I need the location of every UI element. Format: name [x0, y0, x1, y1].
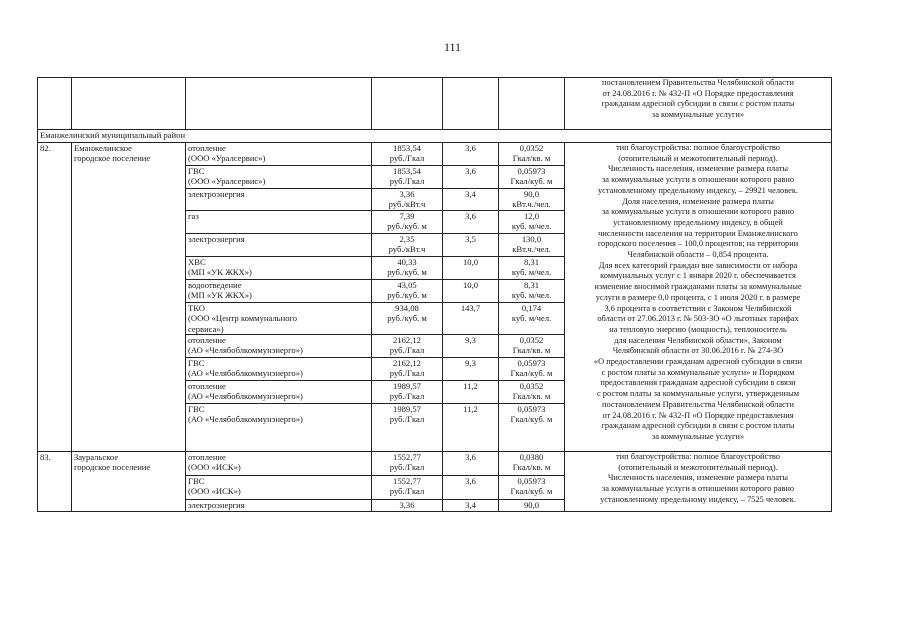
service-cell: ГВС (ООО «Уралсервис») — [186, 166, 372, 189]
index-cell: 3,6 — [443, 166, 499, 189]
page-number: 111 — [443, 40, 462, 54]
norm-cell: 0,0352 Гкал/кв. м — [499, 381, 565, 404]
service-cell: ГВС (ООО «ИСК») — [186, 476, 372, 500]
norm-cell: 0,0380 Гкал/кв. м — [499, 452, 565, 476]
norm-cell: 12,0 куб. м/чел. — [499, 210, 565, 233]
tariff-cell: 40,33 руб./куб. м — [372, 256, 443, 279]
tariff-cell: 43,05 руб./куб. м — [372, 279, 443, 302]
tariff-cell: 3,36 — [372, 500, 443, 512]
entry-number: 82. — [38, 143, 72, 452]
service-cell: водоотведение (МП «УК ЖКХ») — [186, 279, 372, 302]
norm-cell: 90,0 — [499, 500, 565, 512]
index-cell: 9,3 — [443, 358, 499, 381]
service-cell: отопление (АО «Челябоблкоммунэнерго») — [186, 335, 372, 358]
index-cell: 3,5 — [443, 233, 499, 256]
service-row — [38, 143, 832, 166]
tariff-table — [37, 77, 832, 512]
entry-number: 83. — [38, 452, 72, 512]
district-name: Еманжелинский муниципальный район — [38, 130, 832, 143]
tariff-cell: 1989,57 руб./Гкал — [372, 381, 443, 404]
tariff-cell: 2162,12 руб./Гкал — [372, 358, 443, 381]
index-cell: 3,6 — [443, 476, 499, 500]
norm-cell: 8,31 куб. м/чел. — [499, 256, 565, 279]
service-cell: электроэнергия — [186, 189, 372, 211]
index-cell: 3,4 — [443, 500, 499, 512]
service-cell: ГВС (АО «Челябоблкоммунэнерго») — [186, 404, 372, 452]
tariff-cell: 1853,54 руб./Гкал — [372, 143, 443, 166]
service-cell: ГВС (АО «Челябоблкоммунэнерго») — [186, 358, 372, 381]
service-row — [38, 452, 832, 476]
service-cell: ХВС (МП «УК ЖКХ») — [186, 256, 372, 279]
service-cell: отопление (ООО «ИСК») — [186, 452, 372, 476]
index-cell: 11,2 — [443, 381, 499, 404]
settlement-name: Еманжелинское городское поселение — [72, 143, 186, 452]
settlement-name: Зауральское городское поселение — [72, 452, 186, 512]
norm-cell: 0,0352 Гкал/кв. м — [499, 335, 565, 358]
service-cell: электроэнергия — [186, 500, 372, 512]
tariff-cell: 2,35 руб./кВт.ч — [372, 233, 443, 256]
norm-cell: 0,05973 Гкал/куб. м — [499, 476, 565, 500]
tariff-cell: 7,39 руб./куб. м — [372, 210, 443, 233]
norm-cell: 0,05973 Гкал/куб. м — [499, 358, 565, 381]
norm-cell: 8,31 куб. м/чел. — [499, 279, 565, 302]
index-cell: 10,0 — [443, 256, 499, 279]
entry-note: тип благоустройства: полное благоустройство (отопительный и межотопительный период). Численность населения, изменение размера платы за коммунальные услуги в отношении которого равно установленному предельному индексу, – 29921 человек. Доля населения, изменение размера платы за коммунальные услуги в отношении которого равно установленному предельному индексу, в общей численности населения на территории Еманжелинского городского поселения – 100,0 процентов; на территории Челябинской области – 0,854 процента. Для всех категорий граждан вне зависимости от набора коммунальных услуг с 1 января 2020 г. обеспечивается изменение вносимой гражданами платы за коммунальные услуги в размере 0,0 процента, с 1 июля 2020 г. в размере 3,6 процента в соответствии с Законом Челябинской области от 27.06.2013 г. № 503-ЗО «О льготных тарифах на тепловую энергию (мощность), теплоноситель для населения Челябинской области», Законом Челябинской области от 30.06.2016 г. № 274-ЗО «О предоставлении гражданам адресной субсидии в связи с ростом платы за коммунальные услуги» и Порядком предоставления гражданам адресной субсидии в связи с ростом платы за коммунальные услуги, утвержденным постановлением Правительства Челябинской области от 24.08.2016 г. № 432-П «О Порядке предоставления гражданам адресной субсидии в связи с ростом платы за коммунальные услуги» — [565, 143, 832, 452]
norm-cell: 90,0 кВт.ч./чел. — [499, 189, 565, 211]
index-cell: 11,2 — [443, 404, 499, 452]
service-cell: газ — [186, 210, 372, 233]
tariff-cell: 1552,77 руб./Гкал — [372, 476, 443, 500]
top-continuation-row — [38, 78, 832, 130]
norm-cell: 0,174 куб. м/чел. — [499, 302, 565, 334]
index-cell: 3,6 — [443, 452, 499, 476]
norm-cell: 0,05973 Гкал/куб. м — [499, 166, 565, 189]
entry-note: тип благоустройства: полное благоустройство (отопительный и межотопительный период). Численность населения, изменение размера платы за коммунальные услуги в отношении которого равно установленному предельному индексу, – 7525 человек. — [565, 452, 832, 512]
service-cell: отопление (ООО «Уралсервис») — [186, 143, 372, 166]
tariff-cell: 1552,77 руб./Гкал — [372, 452, 443, 476]
service-cell: отопление (АО «Челябоблкоммунэнерго») — [186, 381, 372, 404]
index-cell: 10,0 — [443, 279, 499, 302]
tariff-cell: 934,08 руб./куб. м — [372, 302, 443, 334]
tariff-cell: 1989,57 руб./Гкал — [372, 404, 443, 452]
norm-cell: 0,05973 Гкал/куб. м — [499, 404, 565, 452]
service-cell: ТКО (ООО «Центр коммунального сервиса») — [186, 302, 372, 334]
norm-cell: 130,0 кВт.ч./чел. — [499, 233, 565, 256]
index-cell: 9,3 — [443, 335, 499, 358]
tariff-cell: 1853,54 руб./Гкал — [372, 166, 443, 189]
index-cell: 3,4 — [443, 189, 499, 211]
index-cell: 3,6 — [443, 210, 499, 233]
service-cell: электроэнергия — [186, 233, 372, 256]
index-cell: 143,7 — [443, 302, 499, 334]
regulation-note: постановлением Правительства Челябинской области от 24.08.2016 г. № 432-П «О Порядке предоставления гражданам адресной субсидии в связи с ростом платы за коммунальные услуги» — [565, 78, 832, 130]
tariff-cell: 2162,12 руб./Гкал — [372, 335, 443, 358]
tariff-cell: 3,36 руб./кВт.ч — [372, 189, 443, 211]
district-row — [38, 130, 832, 143]
norm-cell: 0,0352 Гкал/кв. м — [499, 143, 565, 166]
index-cell: 3,6 — [443, 143, 499, 166]
